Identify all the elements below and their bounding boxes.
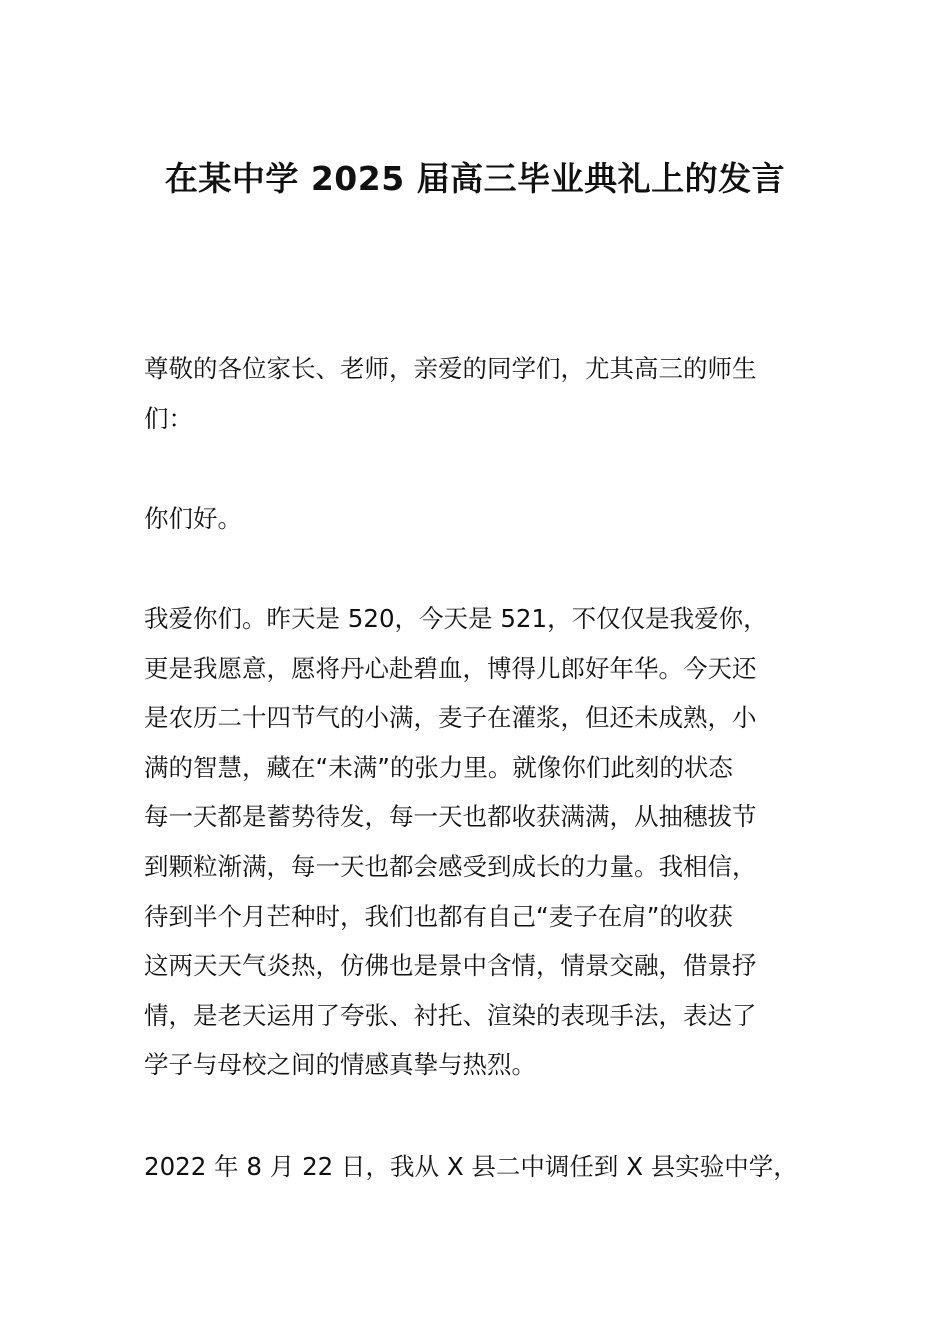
paragraph-line: 学子与母校之间的情感真挚与热烈。 (144, 1050, 536, 1080)
paragraph-line: 待到半个月芒种时，我们也都有自己“麦子在肩”的收获 (144, 901, 733, 931)
paragraph-line: 们： (144, 403, 193, 433)
date-paragraph (144, 1142, 809, 1192)
paragraph-line: 更是我愿意，愿将丹心赴碧血，博得儿郎好年华。今天还 (144, 653, 757, 683)
paragraph-line: 我爱你们。昨天是 520，今天是 521，不仅仅是我爱你， (144, 604, 768, 633)
paragraph-line: 是农历二十四节气的小满，麦子在灌浆，但还未成熟，小 (144, 703, 757, 733)
salutation-paragraph (144, 344, 809, 443)
paragraph-line: 到颗粒渐满，每一天也都会感受到成长的力量。我相信， (144, 851, 757, 881)
paragraph-line: 这两天天气炎热，仿佛也是景中含情，情景交融，借景抒 (144, 951, 757, 981)
paragraph-line: 你们好。 (144, 504, 242, 533)
paragraph-line: 2022 年 8 月 22 日，我从 X 县二中调任到 X 县实验中学， (144, 1152, 798, 1181)
paragraph-line: 满的智慧，藏在“未满”的张力里。就像你们此刻的状态 (144, 752, 733, 782)
paragraph-line: 情，是老天运用了夸张、衬托、渲染的表现手法，表达了 (144, 1000, 757, 1030)
greeting-paragraph (144, 494, 809, 544)
paragraph-line: 尊敬的各位家长、老师，亲爱的同学们，尤其高三的师生 (144, 354, 757, 383)
document-title: 在某中学 2025 届高三毕业典礼上的发言 (164, 159, 786, 198)
main-paragraph (144, 594, 809, 1090)
paragraph-line: 每一天都是蓄势待发，每一天也都收获满满，从抽穗拔节 (144, 802, 757, 832)
